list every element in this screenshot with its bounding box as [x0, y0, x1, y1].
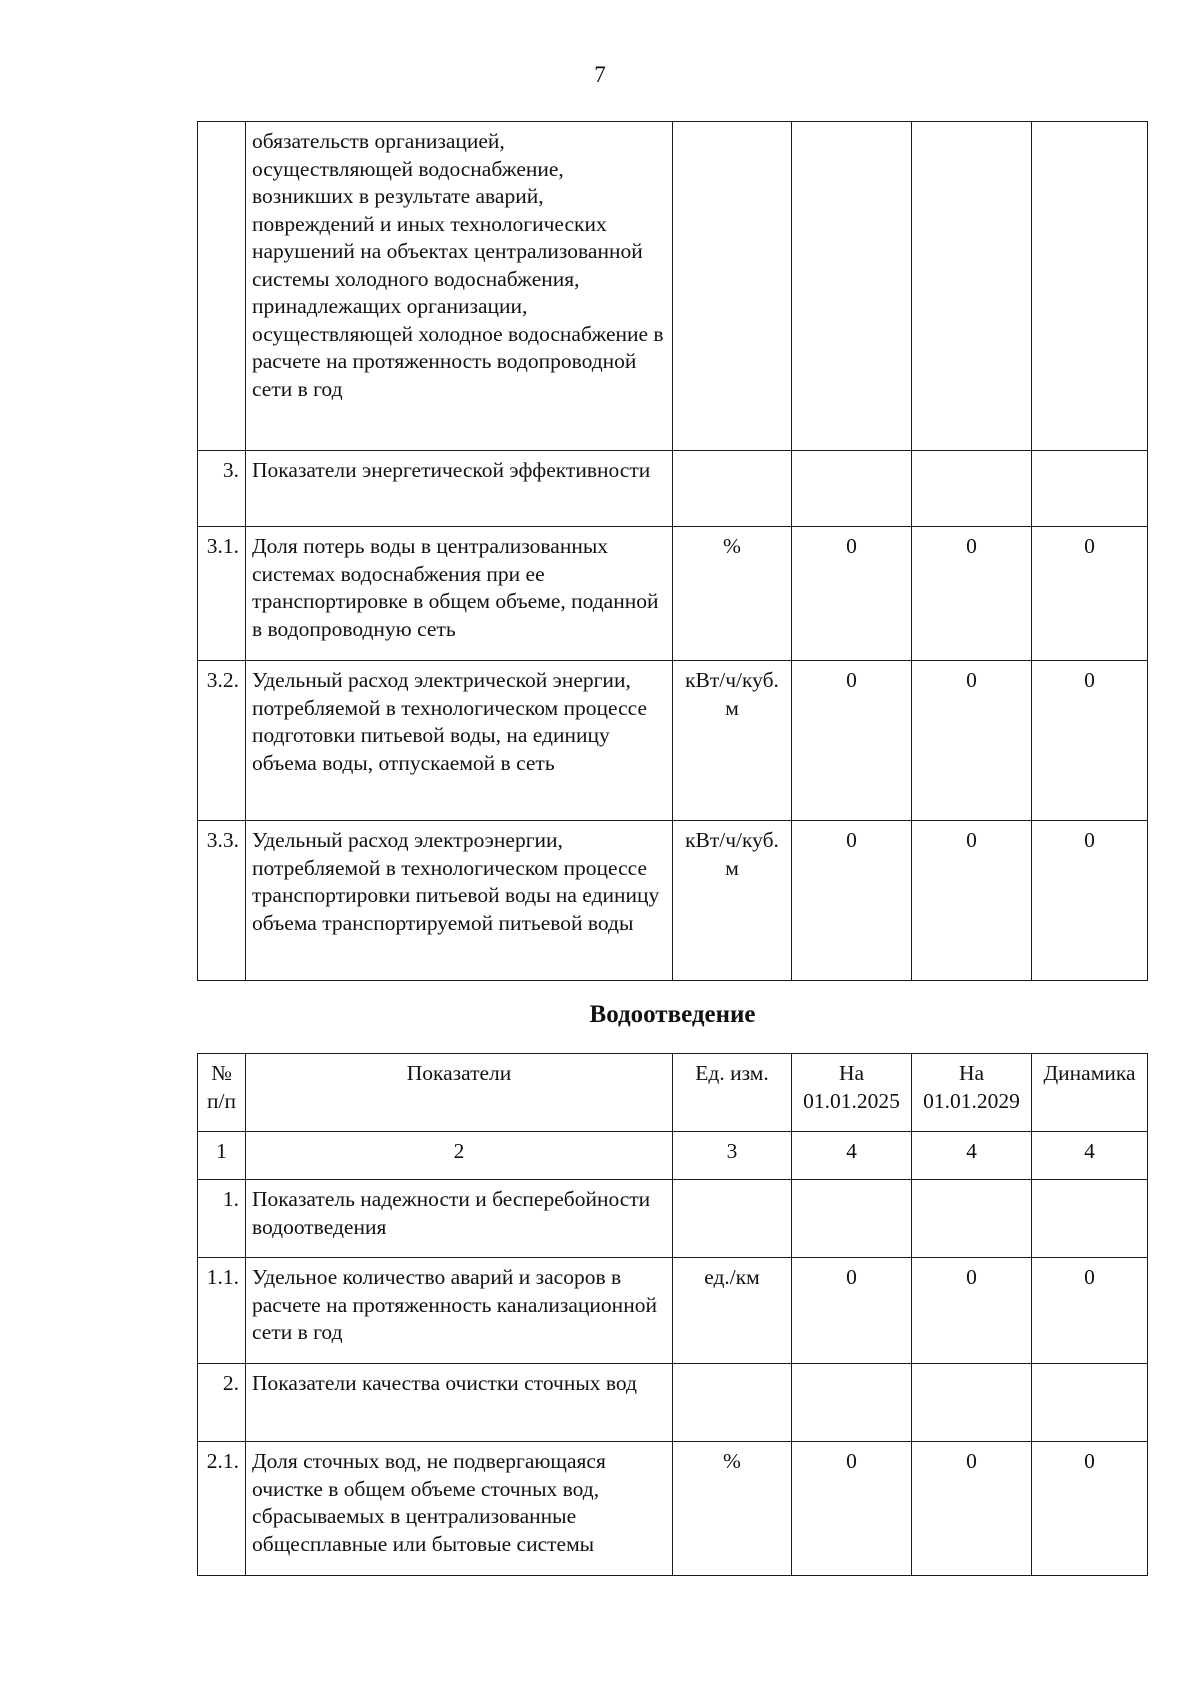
column-index: 3 — [673, 1132, 792, 1180]
column-index: 2 — [246, 1132, 673, 1180]
indicator-text: Показатель надежности и бесперебойности водоотведения — [246, 1180, 673, 1258]
page-number: 7 — [594, 62, 606, 87]
unit-cell: % — [673, 1442, 792, 1576]
column-index: 4 — [912, 1132, 1032, 1180]
table-row — [198, 821, 1148, 981]
unit-cell: ед./км — [673, 1258, 792, 1364]
dynamics-value: 0 — [1032, 821, 1148, 981]
value-2029 — [912, 1180, 1032, 1258]
indicator-text: Удельное количество аварий и засоров в расчете на протяженность канализационной сети в год — [246, 1258, 673, 1364]
table-row — [198, 1442, 1148, 1576]
column-index: 1 — [198, 1132, 246, 1180]
header-value-2029: На 01.01.2029 — [912, 1054, 1032, 1132]
dynamics-value: 0 — [1032, 527, 1148, 661]
row-number: 1. — [198, 1180, 246, 1258]
row-number: 1.1. — [198, 1258, 246, 1364]
table-row — [198, 1180, 1148, 1258]
value-2029 — [912, 122, 1032, 451]
wastewater-indicators-table — [197, 1053, 1148, 1576]
indicator-text: Показатели качества очистки сточных вод — [246, 1364, 673, 1442]
value-2025: 0 — [792, 1442, 912, 1576]
water-supply-indicators-table-continued — [197, 121, 1148, 981]
table-row — [198, 661, 1148, 821]
value-2029: 0 — [912, 1258, 1032, 1364]
row-number: 3. — [198, 451, 246, 527]
header-value-2025: На 01.01.2025 — [792, 1054, 912, 1132]
table-header-row — [198, 1054, 1148, 1132]
value-2025 — [792, 1364, 912, 1442]
value-2025 — [792, 122, 912, 451]
dynamics-value — [1032, 451, 1148, 527]
header-indicator: Показатели — [246, 1054, 673, 1132]
table-row — [198, 527, 1148, 661]
unit-cell — [673, 122, 792, 451]
value-2025: 0 — [792, 1258, 912, 1364]
unit-cell: % — [673, 527, 792, 661]
value-2029 — [912, 1364, 1032, 1442]
table-row — [198, 122, 1148, 451]
row-number: 3.3. — [198, 821, 246, 981]
unit-cell — [673, 451, 792, 527]
unit-cell: кВт/ч/куб. м — [673, 821, 792, 981]
row-number: 3.2. — [198, 661, 246, 821]
value-2029: 0 — [912, 821, 1032, 981]
value-2029 — [912, 451, 1032, 527]
value-2029: 0 — [912, 527, 1032, 661]
row-number: 2.1. — [198, 1442, 246, 1576]
unit-cell — [673, 1364, 792, 1442]
table-row — [198, 451, 1148, 527]
indicator-text: Доля потерь воды в централизованных системах водоснабжения при ее транспортировке в общем объеме, поданной в водопроводную сеть — [246, 527, 673, 661]
value-2025 — [792, 1180, 912, 1258]
indicator-text: Удельный расход электроэнергии, потребляемой в технологическом процессе транспортировки питьевой воды на единицу объема транспортируемой питьевой воды — [246, 821, 673, 981]
indicator-text: Удельный расход электрической энергии, потребляемой в технологическом процессе подготовки питьевой воды, на единицу объема воды, отпускаемой в сеть — [246, 661, 673, 821]
value-2029: 0 — [912, 661, 1032, 821]
value-2025: 0 — [792, 661, 912, 821]
table-row — [198, 1258, 1148, 1364]
section-heading: Водоотведение — [589, 1001, 756, 1028]
dynamics-value: 0 — [1032, 1258, 1148, 1364]
header-dynamics: Динамика — [1032, 1054, 1148, 1132]
row-number: 2. — [198, 1364, 246, 1442]
value-2029: 0 — [912, 1442, 1032, 1576]
column-index: 4 — [1032, 1132, 1148, 1180]
indicator-text: обязательств организацией, осуществляющей водоснабжение, возникших в результате аварий, повреждений и иных технологических нарушений на объектах централизованной системы холодного водоснабжения, принадлежащих организации, осуществляющей холодное водоснабжение в расчете на протяженность водопроводной сети в год — [246, 122, 673, 451]
dynamics-value — [1032, 1180, 1148, 1258]
dynamics-value: 0 — [1032, 1442, 1148, 1576]
dynamics-value: 0 — [1032, 661, 1148, 821]
row-number — [198, 122, 246, 451]
column-index-row — [198, 1132, 1148, 1180]
dynamics-value — [1032, 122, 1148, 451]
value-2025: 0 — [792, 527, 912, 661]
column-index: 4 — [792, 1132, 912, 1180]
header-number: № п/п — [198, 1054, 246, 1132]
unit-cell — [673, 1180, 792, 1258]
row-number: 3.1. — [198, 527, 246, 661]
dynamics-value — [1032, 1364, 1148, 1442]
table-row — [198, 1364, 1148, 1442]
indicator-text: Доля сточных вод, не подвергающаяся очистке в общем объеме сточных вод, сбрасываемых в централизованные общесплавные или бытовые системы — [246, 1442, 673, 1576]
header-unit: Ед. изм. — [673, 1054, 792, 1132]
value-2025: 0 — [792, 821, 912, 981]
indicator-text: Показатели энергетической эффективности — [246, 451, 673, 527]
value-2025 — [792, 451, 912, 527]
unit-cell: кВт/ч/куб. м — [673, 661, 792, 821]
